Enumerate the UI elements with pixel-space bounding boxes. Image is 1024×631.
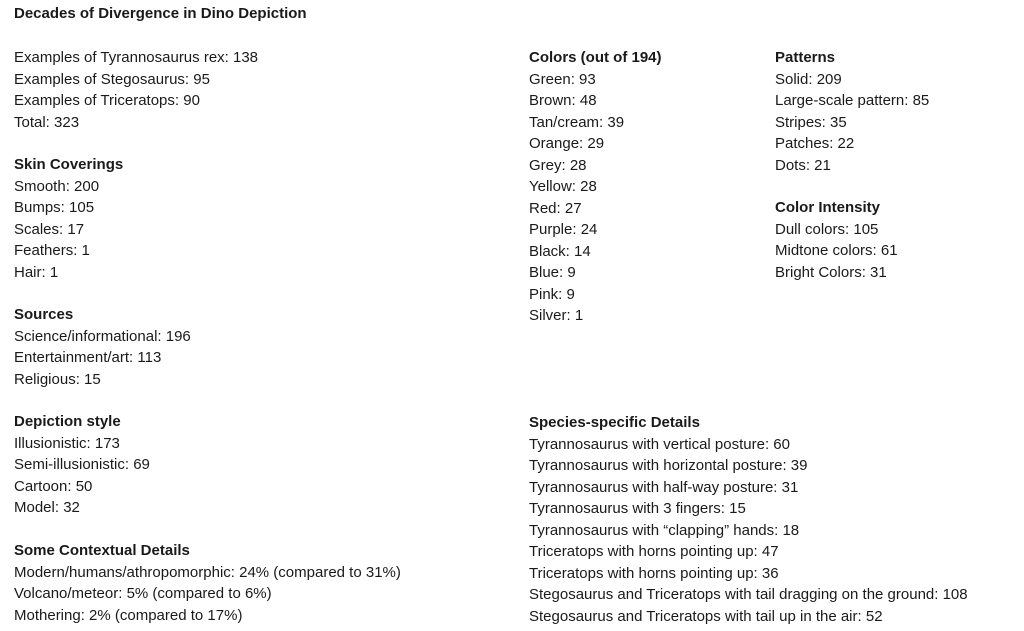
list-item: Blue: 9	[529, 264, 576, 281]
patterns-section	[775, 47, 929, 176]
list-item: Orange: 29	[529, 135, 605, 152]
depiction-style-section	[14, 411, 150, 519]
section-heading: Patterns	[775, 49, 836, 66]
species-details-section	[529, 412, 968, 627]
list-item: Triceratops with horns pointing up: 47	[529, 543, 779, 560]
list-item: Patches: 22	[775, 135, 855, 152]
section-heading: Color Intensity	[775, 199, 881, 216]
list-item: Purple: 24	[529, 221, 598, 238]
list-item: Volcano/meteor: 5% (compared to 6%)	[14, 585, 272, 602]
section-heading: Colors (out of 194)	[529, 49, 662, 66]
list-item: Stegosaurus and Triceratops with tail dragging on the ground: 108	[529, 586, 968, 603]
skin-coverings-section	[14, 154, 123, 283]
list-item: Tyrannosaurus with 3 fingers: 15	[529, 500, 746, 517]
contextual-details-section	[14, 540, 401, 626]
section-heading: Depiction style	[14, 413, 121, 430]
list-item: Grey: 28	[529, 156, 587, 174]
count-trex: Examples of Tyrannosaurus rex: 138	[14, 49, 259, 66]
page-title: Decades of Divergence in Dino Depiction	[14, 5, 307, 22]
colors-section	[529, 47, 662, 327]
list-item: Modern/humans/athropomorphic: 24% (compared to 31%)	[14, 563, 401, 581]
list-item: Entertainment/art: 113	[14, 349, 162, 366]
list-item: Green: 93	[529, 70, 596, 88]
list-item: Tan/cream: 39	[529, 113, 625, 131]
species-counts-section	[14, 47, 258, 133]
section-heading: Species-specific Details	[529, 414, 700, 431]
count-total: Total: 323	[14, 113, 80, 131]
list-item: Triceratops with horns pointing up: 36	[529, 564, 779, 582]
list-item: Cartoon: 50	[14, 477, 93, 495]
list-item: Illusionistic: 173	[14, 434, 120, 452]
list-item: Scales: 17	[14, 220, 85, 238]
list-item: Dull colors: 105	[775, 220, 879, 238]
list-item: Red: 27	[529, 199, 582, 217]
list-item: Semi-illusionistic: 69	[14, 456, 150, 473]
section-heading: Skin Coverings	[14, 156, 124, 173]
list-item: Dots: 21	[775, 156, 831, 174]
list-item: Religious: 15	[14, 370, 101, 388]
list-item: Tyrannosaurus with “clapping” hands: 18	[529, 521, 800, 539]
list-item: Silver: 1	[529, 307, 584, 324]
list-item: Model: 32	[14, 499, 80, 516]
list-item: Hair: 1	[14, 263, 59, 281]
list-item: Stegosaurus and Triceratops with tail up in the air: 52	[529, 607, 883, 625]
count-stegosaurus: Examples of Stegosaurus: 95	[14, 70, 210, 88]
list-item: Mothering: 2% (compared to 17%)	[14, 606, 243, 624]
list-item: Bright Colors: 31	[775, 263, 887, 281]
section-heading: Some Contextual Details	[14, 542, 190, 559]
list-item: Pink: 9	[529, 285, 575, 303]
list-item: Science/informational: 196	[14, 327, 191, 345]
list-item: Black: 14	[529, 242, 591, 260]
list-item: Smooth: 200	[14, 177, 100, 195]
list-item: Midtone colors: 61	[775, 242, 898, 259]
list-item: Large-scale pattern: 85	[775, 92, 930, 109]
list-item: Stripes: 35	[775, 113, 847, 131]
list-item: Solid: 209	[775, 70, 842, 88]
color-intensity-section	[775, 197, 898, 283]
list-item: Tyrannosaurus with vertical posture: 60	[529, 435, 790, 453]
list-item: Tyrannosaurus with half-way posture: 31	[529, 478, 799, 496]
list-item: Bumps: 105	[14, 199, 95, 216]
count-triceratops: Examples of Triceratops: 90	[14, 92, 200, 109]
list-item: Tyrannosaurus with horizontal posture: 39	[529, 457, 808, 474]
section-heading: Sources	[14, 306, 74, 323]
sources-section	[14, 304, 191, 390]
list-item: Feathers: 1	[14, 242, 90, 259]
list-item: Brown: 48	[529, 92, 597, 109]
list-item: Yellow: 28	[529, 178, 597, 195]
